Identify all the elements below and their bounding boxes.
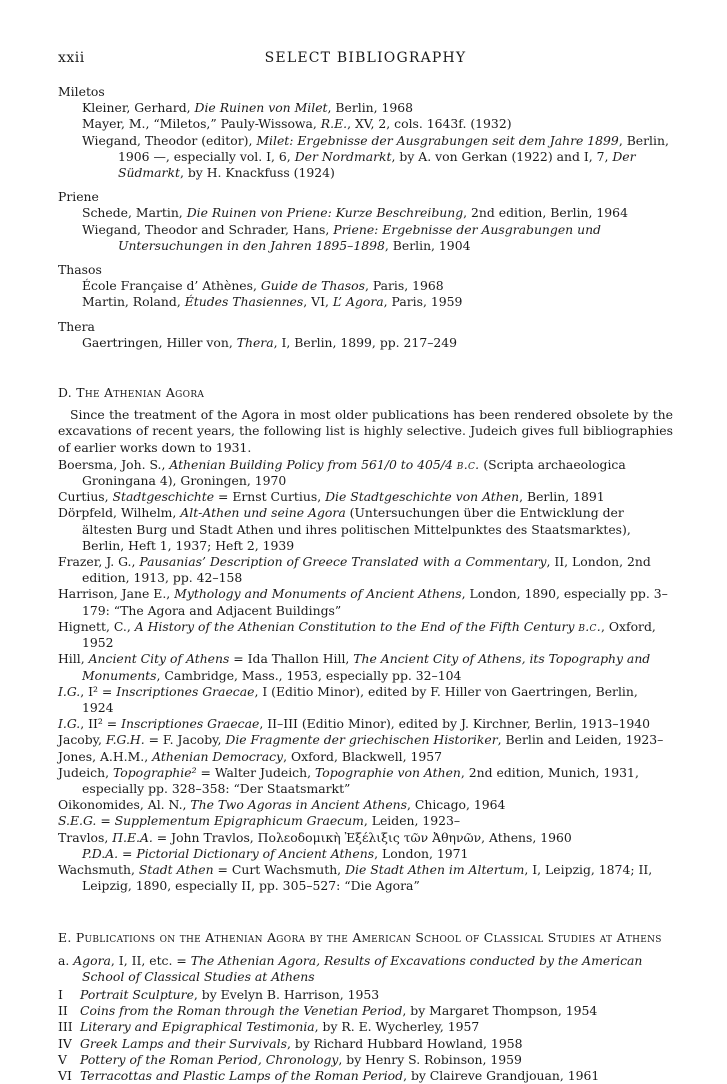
entry-title: Topographie von Athen: [314, 764, 461, 780]
entry-details: , Berlin, 1904: [384, 237, 471, 253]
bib-entry: [58, 205, 673, 221]
entry-title: Die Stadt Athen im Altertum: [345, 861, 525, 877]
entry-details: , London, 1890, especially pp. 3–179: “The Agora and Adjacent Buildings”: [82, 586, 668, 618]
site-group-priene: [58, 189, 673, 254]
entry-abbrev: Stadt Athen: [138, 861, 214, 877]
volume-details: , by Evelyn B. Harrison, 1953: [193, 986, 380, 1002]
volume-entry: [58, 987, 673, 1003]
entry-details: = Ida Thallon Hill,: [229, 651, 354, 667]
volume-title: Terracottas and Plastic Lamps of the Roman Period: [80, 1067, 404, 1083]
volume-title: Portrait Sculpture: [80, 986, 194, 1002]
entry-title: Alt-Athen und seine Agora: [180, 505, 346, 521]
entry-subtitle: Der Südmarkt: [118, 148, 636, 181]
entry-abbrev: P.D.A.: [82, 845, 119, 861]
bib-entry: [58, 457, 673, 489]
volume-title: Coins from the Roman through the Venetian Period: [80, 1003, 403, 1019]
section-heading-athenian-agora: D. The Athenian Agora: [58, 385, 205, 401]
site-group-miletos: [58, 84, 673, 181]
entry-title: Die Ruinen von Milet: [194, 100, 328, 116]
bibliography-body: [58, 84, 673, 1084]
series-entry: [58, 953, 673, 985]
entry-details: , I, II, etc. =: [110, 952, 191, 968]
entry-abbrev: I.G.: [58, 683, 81, 699]
entry-details: =: [118, 845, 137, 861]
site-group-thera: [58, 319, 673, 351]
bib-entry: [58, 100, 673, 116]
bib-entry: [58, 554, 673, 586]
entry-author: Judeich,: [58, 764, 113, 780]
entry-author: Jacoby,: [58, 732, 106, 748]
entry-title: Athenian Democracy: [152, 748, 284, 764]
entry-details: , II, London, 2nd edition, 1913, pp. 42–158: [82, 554, 651, 586]
volume-title: Greek Lamps and their Survivals: [80, 1035, 287, 1051]
entry-era: b.c.: [456, 456, 480, 472]
entry-details: , Leiden, 1923–: [363, 813, 461, 829]
site-heading: Thera: [58, 318, 95, 334]
entry-details: , London, 1971: [374, 845, 469, 861]
bib-entry: [58, 830, 673, 846]
volume-number: II: [58, 1003, 68, 1019]
volume-entry: [58, 1036, 673, 1052]
entry-author: Kleiner, Gerhard,: [82, 100, 195, 116]
bib-entry: [58, 294, 673, 310]
bib-entry: [58, 133, 673, 182]
entry-details: , Berlin, 1891: [519, 489, 605, 505]
volume-details: , by Claireve Grandjouan, 1961: [403, 1067, 600, 1083]
bib-entry: [58, 749, 673, 765]
entry-abbrev: Π.Ε.Α.: [112, 829, 153, 845]
entry-details: = Ernst Curtius,: [214, 489, 326, 505]
site-heading: Priene: [58, 189, 99, 205]
bib-entry: [58, 505, 673, 554]
bib-entry: [58, 651, 673, 683]
bib-entry: [58, 586, 673, 618]
entry-title: The Two Agoras in Ancient Athens: [190, 797, 407, 813]
volume-details: , by Margaret Thompson, 1954: [402, 1003, 598, 1019]
entry-title: Mythology and Monuments of Ancient Athens: [174, 586, 462, 602]
entry-title: Die Fragmente der griechischen Historiker: [225, 732, 498, 748]
bib-entry: [58, 846, 673, 862]
bib-entry: [58, 335, 673, 351]
entry-details: , Berlin and Leiden, 1923–: [497, 732, 664, 748]
volume-entry: [58, 1003, 673, 1019]
entry-author: Schede, Martin,: [82, 205, 187, 221]
volume-details: , by Henry S. Robinson, 1959: [338, 1051, 522, 1067]
entry-details: , Oxford, 1952: [82, 618, 656, 651]
volume-entry: [58, 1019, 673, 1035]
site-heading: Thasos: [58, 262, 102, 278]
entry-abbrev: Topographie²: [112, 764, 197, 780]
entry-author: Wachsmuth,: [58, 861, 139, 877]
bib-entry: [58, 797, 673, 813]
entry-title: Die Ruinen von Priene: Kurze Beschreibung: [186, 205, 464, 221]
entry-title: Thera: [236, 334, 274, 350]
volume-entry: [58, 1068, 673, 1084]
bib-entry: [58, 489, 673, 505]
entry-details: , Paris, 1968: [364, 278, 444, 294]
entry-details: , Cambridge, Mass., 1953, especially pp. 32–104: [156, 667, 462, 683]
entry-details: =: [96, 813, 115, 829]
entry-author: Hill,: [58, 651, 89, 667]
section-heading-publications: E. Publications on the Athenian Agora by the American School of Classical Studies at Athens: [58, 930, 662, 946]
entry-title: Supplementum Epigraphicum Graecum: [114, 813, 364, 829]
entry-author: École Française d’ Athènes,: [82, 278, 261, 294]
entry-details: , by A. von Gerkan (1922) and I, 7,: [391, 148, 613, 164]
entry-abbrev: Ancient City of Athens: [88, 651, 230, 667]
entry-subtitle: Der Nordmarkt: [294, 148, 392, 164]
page-header: [58, 50, 673, 70]
entry-details: , Berlin, 1968: [327, 100, 414, 116]
entry-details: , I (Editio Minor), edited by F. Hiller von Gaertringen, Berlin, 1924: [82, 683, 638, 715]
entry-title: Études Thasiennes: [184, 294, 304, 310]
entry-title: Pausanias’ Description of Greece Translated with a Commentary: [139, 554, 547, 570]
entry-author: Martin, Roland,: [82, 294, 185, 310]
entry-title: A History of the Athenian Constitution to the End of the Fifth Century: [134, 618, 579, 634]
series-abbrev: Agora: [73, 952, 111, 968]
site-group-thasos: [58, 262, 673, 311]
entry-author: Mayer, M., “Miletos,” Pauly-Wissowa,: [82, 116, 321, 132]
entry-details: (Scripta archaeologica Groningana 4), Groningen, 1970: [82, 456, 626, 489]
entry-title: Inscriptiones Graecae: [116, 683, 255, 699]
entry-author: Wiegand, Theodor (editor),: [82, 132, 257, 148]
entry-details: , I² =: [80, 683, 117, 699]
entry-details: = Walter Judeich,: [196, 764, 315, 780]
entry-abbrev: S.E.G.: [58, 813, 97, 829]
series-marker: a.: [58, 952, 74, 968]
volume-entry: [58, 1052, 673, 1068]
entry-author: Dörpfeld, Wilhelm,: [58, 505, 181, 521]
volume-details: , by Richard Hubbard Howland, 1958: [286, 1035, 523, 1051]
entry-details: , VI,: [303, 294, 333, 310]
entry-author: Gaertringen, Hiller von,: [82, 334, 237, 350]
entry-author: Boersma, Joh. S.,: [58, 456, 170, 472]
entry-title: Pictorial Dictionary of Ancient Athens: [136, 845, 375, 861]
entry-author: Oikonomides, Al. N.,: [58, 797, 191, 813]
entry-title: R.E.: [320, 116, 348, 132]
entry-title: The Ancient City of Athens, its Topography and Monuments: [82, 651, 651, 683]
entry-author: Hignett, C.,: [58, 618, 135, 634]
volume-number: I: [58, 986, 63, 1002]
entry-details: , II² =: [80, 716, 122, 732]
entry-title: Guide de Thasos: [260, 278, 365, 294]
entry-abbrev: Stadtgeschichte: [112, 489, 215, 505]
entry-details: , Chicago, 1964: [407, 797, 506, 813]
entry-details: = F. Jacoby,: [144, 732, 226, 748]
volume-details: , by R. E. Wycherley, 1957: [314, 1019, 480, 1035]
entry-details: , I, Berlin, 1899, pp. 217–249: [273, 334, 458, 350]
entry-author: Harrison, Jane E.,: [58, 586, 175, 602]
volume-number: IV: [58, 1035, 72, 1051]
volume-number: V: [58, 1051, 67, 1067]
bib-entry: [58, 716, 673, 732]
entry-details: , Paris, 1959: [383, 294, 463, 310]
site-heading: Miletos: [58, 84, 105, 99]
entry-author: Frazer, J. G.,: [58, 554, 140, 570]
entry-details: , 2nd edition, Munich, 1931, especially pp. 328–358: “Der Staatsmarkt”: [82, 764, 639, 796]
entry-abbrev: F.G.H.: [105, 732, 145, 748]
bib-entry: [58, 222, 673, 254]
entry-details: , 2nd edition, Berlin, 1964: [463, 205, 628, 221]
series-title: The Athenian Agora, Results of Excavations conducted by the American School of Classical Studies at Athens: [82, 952, 643, 984]
entry-subtitle: L’ Agora: [332, 294, 384, 310]
page-number: xxii: [58, 50, 85, 66]
entry-title: Die Stadtgeschichte von Athen: [325, 489, 520, 505]
volume-title: Literary and Epigraphical Testimonia: [80, 1019, 315, 1035]
bib-entry: [58, 116, 673, 132]
entry-author: Jones, A.H.M.,: [58, 748, 153, 764]
entry-details: = John Travlos, Πολεοδομικὴ Ἐξέλιξις τῶν Ἀθηνῶν, Athens, 1960: [152, 829, 572, 845]
entry-author: Travlos,: [58, 829, 113, 845]
bib-entry: [58, 765, 673, 797]
bib-entry: [58, 813, 673, 829]
entry-details: = Curt Wachsmuth,: [213, 861, 346, 877]
volume-title: Pottery of the Roman Period, Chronology: [80, 1051, 339, 1067]
volume-number: VI: [58, 1067, 72, 1083]
bib-entry: [58, 278, 673, 294]
entry-title: Athenian Building Policy from 561/0 to 405/4: [169, 456, 457, 472]
volume-number: III: [58, 1019, 73, 1035]
entry-details: , Oxford, Blackwell, 1957: [283, 748, 443, 764]
entry-details: (Untersuchungen über die Entwicklung der ältesten Burg und Stadt Athen und ihres politischen Mittelpunktes des Staatsmarktes), Berlin, Heft 1, 1937; Heft 2, 1939: [82, 505, 631, 553]
entry-abbrev: I.G.: [58, 716, 81, 732]
entry-title: Priene: Ergebnisse der Ausgrabungen und Untersuchungen in den Jahren 1895–1898: [118, 221, 601, 253]
entry-details: , Berlin, 1906 —, especially vol. I, 6,: [118, 132, 669, 164]
entry-author: Curtius,: [58, 489, 113, 505]
entry-details: , I, Leipzig, 1874; II, Leipzig, 1890, especially II, pp. 305–527: “Die Agora”: [82, 861, 653, 894]
bib-entry: [58, 619, 673, 651]
bib-entry: [58, 732, 673, 748]
section-intro: Since the treatment of the Agora in most older publications has been rendered obsolete by the excavations of recent years, the following list is highly selective. Judeich gives full bibliographies of earlier works down to 1931.: [58, 407, 673, 455]
entry-title: Inscriptiones Graecae: [121, 716, 260, 732]
entry-details: , XV, 2, cols. 1643f. (1932): [347, 116, 512, 132]
entry-details: , II–III (Editio Minor), edited by J. Kirchner, Berlin, 1913–1940: [259, 716, 651, 732]
bib-entry: [58, 684, 673, 716]
bib-entry: [58, 862, 673, 894]
entry-era: b.c.: [578, 618, 601, 634]
entry-title: Milet: Ergebnisse der Ausgrabungen seit dem Jahre 1899: [256, 132, 619, 148]
running-head: SELECT BIBLIOGRAPHY: [264, 50, 467, 66]
entry-author: Wiegand, Theodor and Schrader, Hans,: [82, 221, 334, 237]
entry-details: , by H. Knackfuss (1924): [179, 165, 335, 181]
